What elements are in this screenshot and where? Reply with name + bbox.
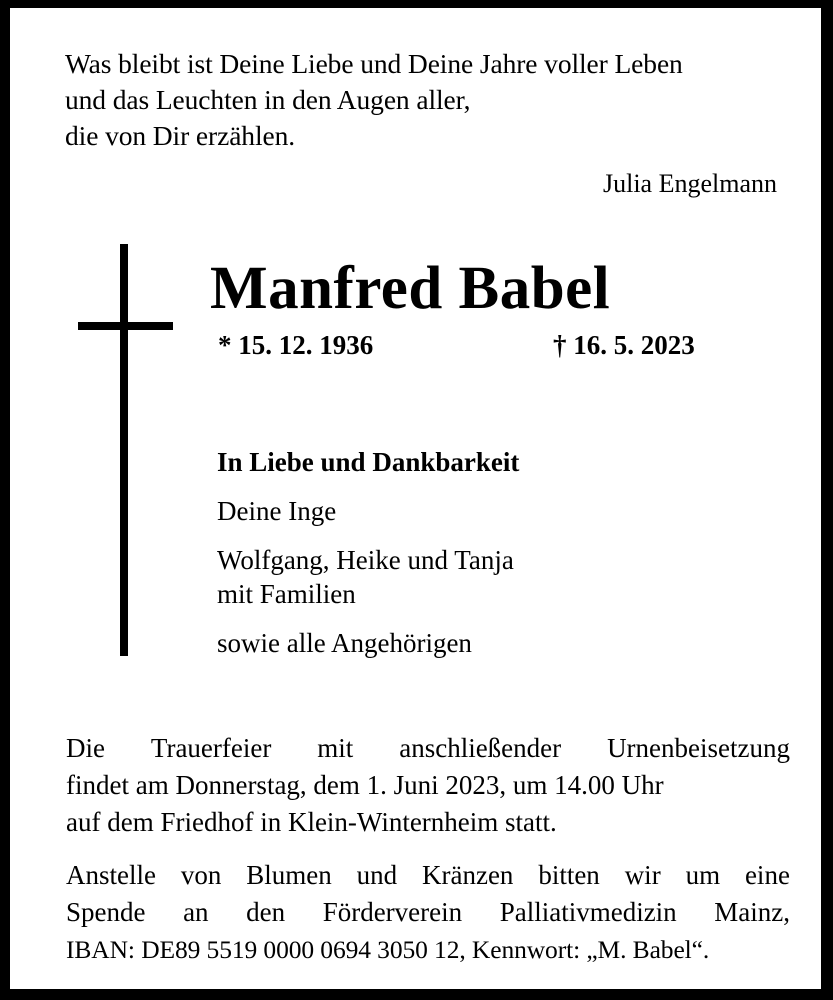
donation-iban-line: IBAN: DE89 5519 0000 0694 3050 12, Kennwort: „M. Babel“. bbox=[66, 935, 710, 964]
mourner-line-2: Wolfgang, Heike und Tanja bbox=[217, 545, 514, 575]
justified-word: um bbox=[685, 860, 721, 890]
quote-block bbox=[65, 46, 777, 202]
justified-word: Trauerfeier bbox=[150, 733, 272, 763]
ceremony-line-1 bbox=[66, 730, 790, 767]
obituary-notice-body bbox=[10, 8, 821, 989]
justified-word: Anstelle bbox=[66, 860, 156, 890]
ceremony-block bbox=[66, 730, 790, 841]
justified-word: von bbox=[180, 860, 222, 890]
justified-word: Förderverein bbox=[322, 897, 463, 927]
ceremony-line-2: findet am Donnerstag, dem 1. Juni 2023, um 14.00 Uhr bbox=[66, 770, 664, 800]
mourners-heading: In Liebe und Dankbarkeit bbox=[217, 447, 520, 477]
mourner-line-4: sowie alle Angehörigen bbox=[217, 628, 472, 658]
justified-word: anschließender bbox=[399, 733, 562, 763]
justified-word: bitten bbox=[538, 860, 600, 890]
donation-line-2 bbox=[66, 894, 790, 931]
cross-vertical-bar bbox=[120, 244, 128, 656]
justified-word: an bbox=[183, 897, 209, 927]
donation-line-1 bbox=[66, 857, 790, 894]
death-date: † 16. 5. 2023 bbox=[553, 330, 695, 360]
justified-word: eine bbox=[744, 860, 790, 890]
justified-word: Kränzen bbox=[421, 860, 514, 890]
christian-cross-icon bbox=[70, 244, 180, 656]
donation-block bbox=[66, 857, 790, 968]
justified-word: Spende bbox=[66, 897, 146, 927]
quote-line-2: und das Leuchten in den Augen aller, bbox=[65, 84, 471, 115]
ceremony-line-3: auf dem Friedhof in Klein-Winternheim statt. bbox=[66, 807, 557, 837]
birth-date: * 15. 12. 1936 bbox=[218, 330, 374, 360]
justified-word: Mainz, bbox=[714, 897, 790, 927]
quote-line-3: die von Dir erzählen. bbox=[65, 120, 296, 151]
deceased-block bbox=[210, 254, 770, 366]
deceased-name: Manfred Babel bbox=[210, 255, 611, 322]
quote-attribution: Julia Engelmann bbox=[602, 169, 777, 198]
justified-word: Blumen bbox=[246, 860, 332, 890]
justified-word: Urnenbeisetzung bbox=[607, 733, 790, 763]
justified-word: und bbox=[356, 860, 398, 890]
justified-word: mit bbox=[317, 733, 354, 763]
justified-word: Palliativmedizin bbox=[499, 897, 677, 927]
mourner-line-1: Deine Inge bbox=[217, 496, 337, 526]
justified-word: wir bbox=[624, 860, 661, 890]
cross-horizontal-bar bbox=[78, 322, 173, 330]
mourners-block bbox=[217, 445, 777, 660]
quote-line-1: Was bleibt ist Deine Liebe und Deine Jahre voller Leben bbox=[65, 48, 683, 79]
mourner-line-3: mit Familien bbox=[217, 579, 356, 609]
deceased-dates bbox=[210, 330, 770, 366]
justified-word: den bbox=[246, 897, 286, 927]
justified-word: Die bbox=[66, 733, 105, 763]
